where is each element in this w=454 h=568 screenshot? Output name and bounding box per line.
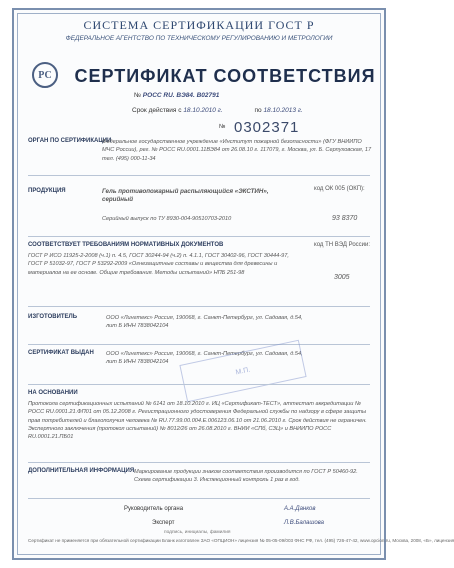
divider bbox=[28, 498, 370, 499]
certificate-title: СЕРТИФИКАТ СООТВЕТСТВИЯ bbox=[74, 66, 376, 86]
validity-to-label: по bbox=[254, 107, 262, 114]
divider bbox=[28, 175, 370, 176]
extra-info-text: Маркирование продукции знаком соответствия производится по ГОСТ Р 50460-92. Схема сертификации 3. Инспекционный контроль 1 раз в год. bbox=[134, 469, 358, 484]
agency-name: ФЕДЕРАЛЬНОЕ АГЕНТСТВО ПО ТЕХНИЧЕСКОМУ РЕГУЛИРОВАНИЮ И МЕТРОЛОГИИ bbox=[65, 35, 333, 42]
head-name: А.А.Данков bbox=[284, 506, 316, 512]
tnved-value: 3005 bbox=[334, 274, 350, 281]
issued-label: СЕРТИФИКАТ ВЫДАН bbox=[28, 350, 94, 356]
divider bbox=[28, 462, 370, 463]
blue-stamp: М.П. bbox=[179, 340, 306, 403]
cert-number: РОСС RU. ВЭ84. В02791 bbox=[142, 92, 220, 99]
serial-number: 0302371 bbox=[234, 119, 300, 136]
validity-from: 18.10.2010 г. bbox=[183, 107, 223, 114]
extra-info-label: ДОПОЛНИТЕЛЬНАЯ ИНФОРМАЦИЯ bbox=[28, 468, 135, 474]
validity-row bbox=[132, 107, 303, 114]
manufacturer-label: ИЗГОТОВИТЕЛЬ bbox=[28, 314, 78, 320]
product-label: ПРОДУКЦИЯ bbox=[28, 188, 66, 194]
basis-label: НА ОСНОВАНИИ bbox=[28, 390, 78, 396]
certificate-form bbox=[12, 8, 454, 560]
divider bbox=[28, 306, 370, 307]
validity-label: Срок действия с bbox=[132, 107, 182, 114]
requirements-text: ГОСТ Р ИСО 11925-2-2008 (ч.1) п. 4.5, ГОСТ 30244-94 (ч.2) п. 4.1.1, ГОСТ 30402-96, ГОСТ 30444-97, ГОСТ Р 51032-97, ГОСТ Р 53292-2009 «Огнезащитные составы и вещества для древесины и материалов на ее основе. Общие требования. Методы испытаний» НПБ 251-98 bbox=[28, 253, 289, 276]
divider bbox=[28, 384, 370, 385]
okp-label: код ОК 005 (ОКП): bbox=[314, 186, 365, 192]
system-title: СИСТЕМА СЕРТИФИКАЦИИ ГОСТ Р bbox=[83, 18, 315, 32]
expert-name: Л.В.Балашова bbox=[284, 520, 324, 526]
divider bbox=[28, 236, 370, 237]
manufacturer-text: ООО «Лингтекс» Россия, 190068, г. Санкт-Петербург, ул. Садовая, д.54, лит Б ИНН 7838042104 bbox=[106, 315, 303, 330]
expert-label: Эксперт bbox=[152, 520, 175, 526]
footer-note: Сертификат не применяется при обязательной сертификации Бланк изготовлен ЗАО «ОПЦИОН» лицензия № 05-05-09/003 ФНС РФ, тел. (495) 726-47-42, www.opcion.ru, Москва, 2008, «Б», лицензия bbox=[28, 538, 454, 543]
serial-prefix: № bbox=[219, 124, 226, 130]
body-text: Федеральное государственное учреждение «Институт пожарной безопасности» (ФГУ ВНИИПО МЧС России), рег. № РОСС RU.0001.11ВЭ84 от 26.08.10 г. 117079, г. Москва, ул. Б. Серпуховская, 17 тел. (495) 000-11-34 bbox=[102, 139, 372, 162]
cert-no-label: № bbox=[134, 92, 141, 99]
signatures-caption: подпись, инициалы, фамилия bbox=[164, 530, 231, 535]
gost-logo-icon: РС bbox=[32, 62, 58, 88]
validity-to: 18.10.2013 г. bbox=[263, 107, 303, 114]
basis-text: Протокола сертификационных испытаний № 6141 от 18.10.2010 г. ИЦ «Сертификат-ТЕСТ», аттестат аккредитации № РОСС RU.0001.21.ФП01 от 05.12.2008 г. Регистрационного удостоверения Федеральной службы по надзору в сфере защиты прав потребителей и благополучия человека № RU.77.99.00.004.Е.006123.06.10 от 21.06.2010 г. Срок действия не ограничен. Экспертного заключения (протокол испытаний) № 8012/26 от 26.08.2010 г. ВНИИ «СПб, СЗЦ» и ВНИИПО РОСС RU.0001.21.ПБ01 bbox=[28, 401, 367, 441]
product-text: Гель противопожарный распыляющийся «ЭКСТИН», серийный bbox=[102, 188, 269, 204]
product-subtext: Серийный выпуск по ТУ 8930-004-90510703-2010 bbox=[102, 216, 232, 222]
requirements-label: СООТВЕТСТВУЕТ ТРЕБОВАНИЯМ НОРМАТИВНЫХ ДОКУМЕНТОВ bbox=[28, 242, 224, 248]
head-label: Руководитель органа bbox=[124, 506, 184, 512]
issued-text: ООО «Лингтекс» Россия, 190068, г. Санкт-Петербург, ул. Садовая, д.54, лит Б ИНН 7838042104 bbox=[106, 351, 303, 366]
body-label: ОРГАН ПО СЕРТИФИКАЦИИ bbox=[28, 138, 112, 144]
cert-number-row bbox=[134, 92, 219, 99]
okp-value: 93 8370 bbox=[332, 215, 358, 222]
divider bbox=[28, 344, 370, 345]
head-signature-row bbox=[124, 506, 183, 512]
tnved-label: код ТН ВЭД России: bbox=[314, 242, 371, 248]
